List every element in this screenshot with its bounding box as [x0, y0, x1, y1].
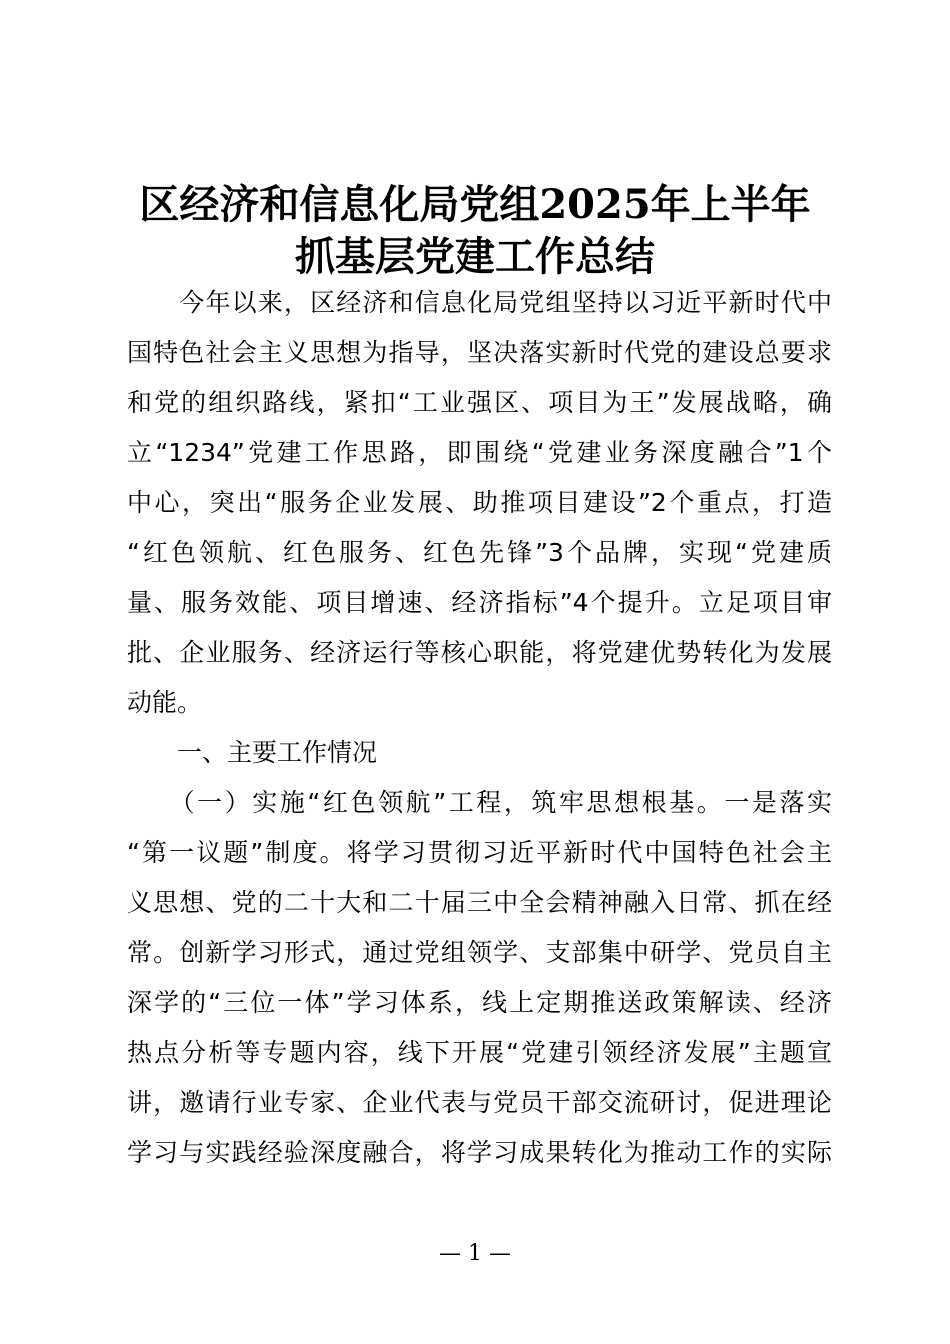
intro-paragraph-line: 今年以来，区经济和信息化局党组坚持以习近平新时代中	[127, 288, 832, 317]
section-paragraph-line: （一）实施“红色领航”工程，筑牢思想根基。一是落实	[127, 788, 832, 817]
section-heading: 一、主要工作情况	[127, 738, 378, 767]
section-paragraph-line: 讲，邀请行业专家、企业代表与党员干部交流研讨，促进理论	[127, 1088, 832, 1117]
section-paragraph-line: 义思想、党的二十大和二十届三中全会精神融入日常、抓在经	[127, 888, 832, 917]
section-paragraph-line: 深学的“三位一体”学习体系，线上定期推送政策解读、经济	[127, 988, 832, 1017]
intro-paragraph-line: 立“1234”党建工作思路，即围绕“党建业务深度融合”1个	[127, 438, 832, 467]
intro-paragraph-line: 中心，突出“服务企业发展、助推项目建设”2个重点，打造	[127, 488, 832, 517]
section-paragraph-line: 常。创新学习形式，通过党组领学、支部集中研学、党员自主	[127, 938, 832, 967]
document-title-line-2: 抓基层党建工作总结	[295, 233, 655, 280]
page-number: — 1 —	[439, 1241, 511, 1266]
intro-paragraph-line: 批、企业服务、经济运行等核心职能，将党建优势转化为发展	[127, 638, 832, 667]
section-paragraph-line: “第一议题”制度。将学习贯彻习近平新时代中国特色社会主	[127, 838, 832, 867]
intro-paragraph-line: 和党的组织路线，紧扣“工业强区、项目为王”发展战略，确	[127, 388, 832, 417]
section-paragraph-line: 热点分析等专题内容，线下开展“党建引领经济发展”主题宣	[127, 1038, 832, 1067]
intro-paragraph-line: 国特色社会主义思想为指导，坚决落实新时代党的建设总要求	[127, 338, 832, 367]
intro-paragraph-line: 动能。	[127, 688, 203, 717]
document-title-line-1: 区经济和信息化局党组2025年上半年	[139, 181, 811, 228]
intro-paragraph-line: 量、服务效能、项目增速、经济指标”4个提升。立足项目审	[127, 588, 832, 617]
section-paragraph-line: 学习与实践经验深度融合，将学习成果转化为推动工作的实际	[127, 1138, 832, 1167]
intro-paragraph-line: “红色领航、红色服务、红色先锋”3个品牌，实现“党建质	[127, 538, 832, 567]
